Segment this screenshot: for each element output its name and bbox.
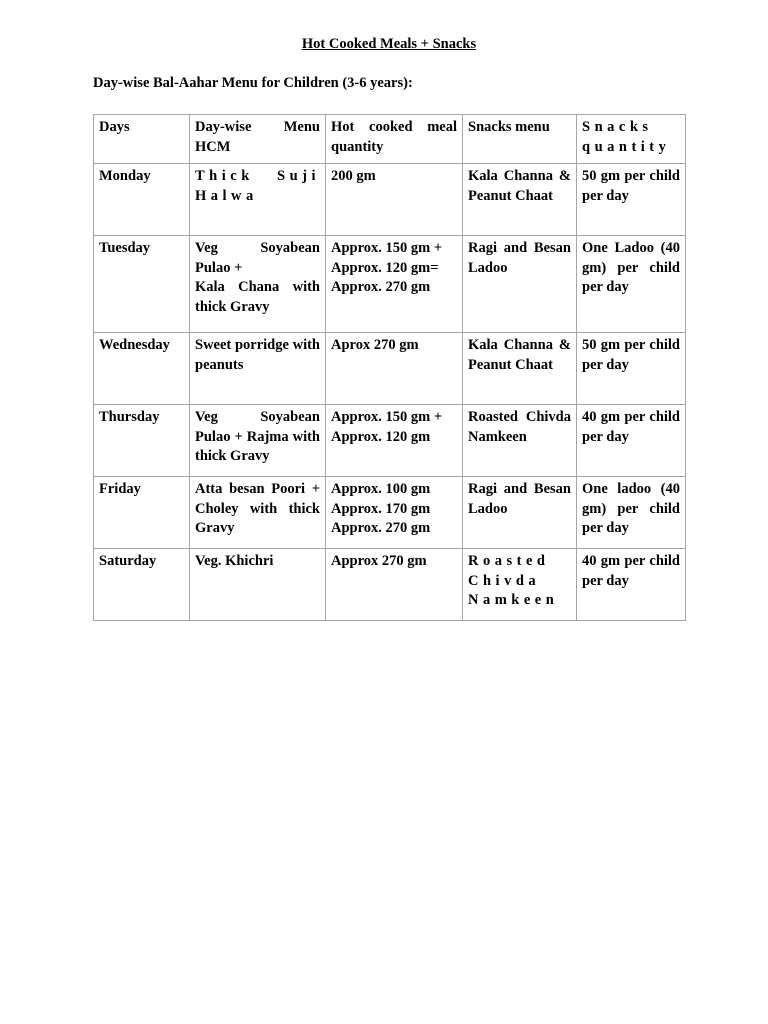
table-row [94, 477, 686, 549]
table-row [94, 333, 686, 405]
cell-meal-quantity: Approx 270 gm [326, 549, 463, 621]
cell-snacks-quantity: One Ladoo (40 gm) per child per day [577, 236, 686, 333]
cell-meal-quantity: Approx. 150 gm + Approx. 120 gm= Approx. 270 gm [326, 236, 463, 333]
cell-menu: Thick Suji Halwa [190, 164, 326, 236]
header-menu: Day-wise Menu HCM [190, 115, 326, 164]
cell-day: Tuesday [94, 236, 190, 333]
cell-menu: Veg Soyabean Pulao + Rajma with thick Gravy [190, 405, 326, 477]
header-meal-quantity: Hot cooked meal quantity [326, 115, 463, 164]
cell-menu: Sweet porridge with peanuts [190, 333, 326, 405]
document-subtitle: Day-wise Bal-Aahar Menu for Children (3-6 years): [93, 75, 413, 91]
cell-day: Friday [94, 477, 190, 549]
cell-snacks-quantity: 50 gm per child per day [577, 333, 686, 405]
cell-snacks-quantity: One ladoo (40 gm) per child per day [577, 477, 686, 549]
cell-meal-quantity: 200 gm [326, 164, 463, 236]
cell-snacks-quantity: 50 gm per child per day [577, 164, 686, 236]
header-days: Days [94, 115, 190, 164]
header-snacks-quantity: Snacks quantity [577, 115, 686, 164]
cell-snacks: Kala Channa & Peanut Chaat [463, 164, 577, 236]
cell-snacks-quantity: 40 gm per child per day [577, 405, 686, 477]
cell-snacks: Ragi and Besan Ladoo [463, 236, 577, 333]
cell-meal-quantity: Aprox 270 gm [326, 333, 463, 405]
cell-menu: Veg. Khichri [190, 549, 326, 621]
table-row [94, 236, 686, 333]
menu-table [93, 114, 686, 621]
document-title: Hot Cooked Meals + Snacks [301, 36, 477, 52]
cell-meal-quantity: Approx. 150 gm + Approx. 120 gm [326, 405, 463, 477]
cell-menu: Atta besan Poori + Choley with thick Gravy [190, 477, 326, 549]
header-snacks: Snacks menu [463, 115, 577, 164]
cell-day: Thursday [94, 405, 190, 477]
table-row [94, 549, 686, 621]
cell-day: Wednesday [94, 333, 190, 405]
cell-snacks: Roasted Chivda Namkeen [463, 549, 577, 621]
cell-snacks: Kala Channa & Peanut Chaat [463, 333, 577, 405]
cell-snacks: Roasted Chivda Namkeen [463, 405, 577, 477]
cell-snacks: Ragi and Besan Ladoo [463, 477, 577, 549]
table-row [94, 164, 686, 236]
cell-meal-quantity: Approx. 100 gm Approx. 170 gm Approx. 270 gm [326, 477, 463, 549]
cell-menu: Veg Soyabean Pulao + Kala Chana with thick Gravy [190, 236, 326, 333]
cell-snacks-quantity: 40 gm per child per day [577, 549, 686, 621]
cell-day: Saturday [94, 549, 190, 621]
table-row [94, 405, 686, 477]
table-header-row [94, 115, 686, 164]
cell-day: Monday [94, 164, 190, 236]
